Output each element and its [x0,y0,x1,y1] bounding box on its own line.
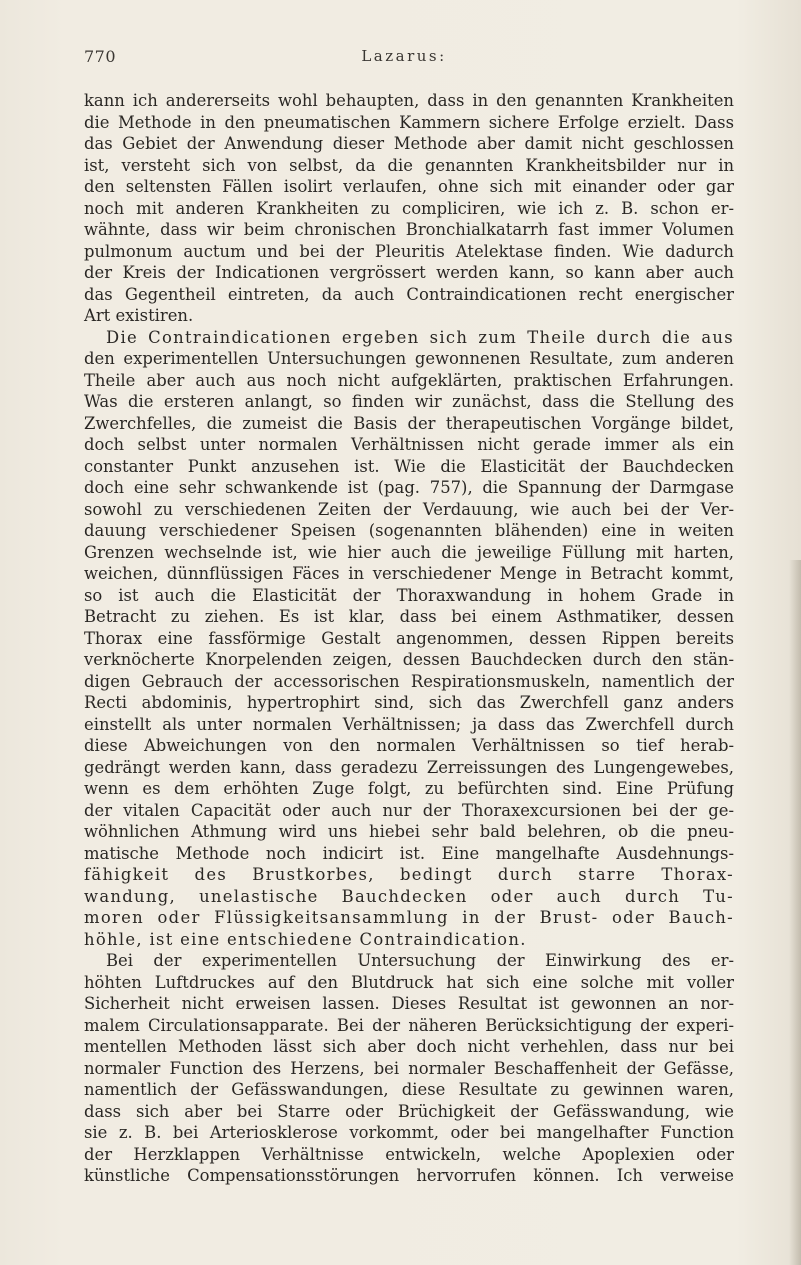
text-line: fähigkeit des Brustkorbes, bedingt durch starre Thorax- [84,865,734,884]
text-line: wenn es dem erhöhten Zuge folgt, zu befürchten sind. Eine Prüfung [84,779,734,798]
text-line: gedrängt werden kann, dass geradezu Zerreissungen des Lungengewebes, [84,757,734,777]
text-line: der Herzklappen Verhältnisse entwickeln, welche Apoplexien oder [84,1144,734,1164]
text-line [84,327,734,349]
text-line: dauung verschiedener Speisen (sogenannten blähenden) eine in weiten [84,521,734,540]
text-line: sie z. B. bei Arteriosklerose vorkommt, oder bei mangelhafter Function [84,1123,734,1142]
text-line: namentlich der Gefässwandungen, diese Resultate zu gewinnen waren, [84,1080,734,1099]
text-line: Was die ersteren anlangt, so finden wir zunächst, dass die Stellung des [84,392,734,411]
text-line: Zwerchfelles, die zumeist die Basis der therapeutischen Vorgänge bildet, [84,413,734,433]
text-line: weichen, dünnflüssigen Fäces in verschiedener Menge in Betracht kommt, [84,564,734,583]
emphasis: Die Contraindicationen ergeben sich zum Theile durch die aus [106,327,734,347]
page-header [84,47,724,69]
text-line: Bei der experimentellen Untersuchung der Einwirkung des er- [106,951,734,970]
text-line: diese Abweichungen von den normalen Verhältnissen so tief herab- [84,736,734,755]
text-line: Sicherheit nicht erweisen lassen. Dieses Resultat ist gewonnen an nor- [84,994,734,1013]
text-line: so ist auch die Elasticität der Thoraxwandung in hohem Grade in [84,585,734,605]
text-line: einstellt als unter normalen Verhältnissen; ja dass das Zwerchfell durch [84,714,734,734]
text-line: die Methode in den pneumatischen Kammern sichere Erfolge erzielt. Dass [84,112,734,132]
text-line: Thorax eine fassförmige Gestalt angenommen, dessen Rippen bereits [84,628,734,648]
text-line: den seltensten Fällen isolirt verlaufen, ohne sich mit einander oder gar [84,177,734,196]
text-line: matische Methode noch indicirt ist. Eine mangelhafte Ausdehnungs- [84,843,734,863]
text-line: doch selbst unter normalen Verhältnissen nicht gerade immer als ein [84,435,734,454]
text-line: kann ich andererseits wohl behaupten, dass in den genannten Krankheiten [84,91,734,110]
text-line: Recti abdominis, hypertrophirt sind, sich das Zwerchfell ganz anders [84,693,734,712]
text-line: Art existiren. [84,306,194,325]
text-line: wähnte, dass wir beim chronischen Bronchialkatarrh fast immer Volumen [84,220,734,239]
text-line: Betracht zu ziehen. Es ist klar, dass bei einem Asthmatiker, dessen [84,607,734,626]
text-line: sowohl zu verschiedenen Zeiten der Verdauung, wie auch bei der Ver- [84,499,734,519]
text-line: wöhnlichen Athmung wird uns hiebei sehr bald belehren, ob die pneu- [84,822,734,841]
text-line: das Gegentheil eintreten, da auch Contraindicationen recht energischer [84,284,734,304]
text-line: wandung, unelastische Bauchdecken oder auch durch Tu- [84,886,734,906]
text-line: doch eine sehr schwankende ist (pag. 757), die Spannung der Darmgase [84,478,734,497]
running-title: Lazarus: [361,47,447,65]
text-line: ist, versteht sich von selbst, da die genannten Krankheitsbilder nur in [84,155,734,175]
text-line: Theile aber auch aus noch nicht aufgeklärten, praktischen Erfahrungen. [84,370,734,390]
text-line: digen Gebrauch der accessorischen Respirationsmuskeln, namentlich der [84,671,734,691]
text-line: Grenzen wechselnde ist, wie hier auch die jeweilige Füllung mit harten, [84,542,734,562]
text-line: malem Circulationsapparate. Bei der näheren Berücksichtigung der experi- [84,1015,734,1035]
text-line: constanter Punkt anzusehen ist. Wie die Elasticität der Bauchdecken [84,456,734,476]
text-line: pulmonum auctum und bei der Pleuritis Atelektase finden. Wie dadurch [84,241,734,261]
text-line: der Kreis der Indicationen vergrössert werden kann, so kann aber auch [84,263,734,282]
text-line: noch mit anderen Krankheiten zu compliciren, wie ich z. B. schon er- [84,198,734,218]
text-line: mentellen Methoden lässt sich aber doch nicht verhehlen, dass nur bei [84,1037,734,1056]
text-line: höhten Luftdruckes auf den Blutdruck hat sich eine solche mit voller [84,972,734,992]
text-line: moren oder Flüssigkeitsansammlung in der Brust- oder Bauch- [84,908,734,927]
text-line: den experimentellen Untersuchungen gewonnenen Resultate, zum anderen [84,349,734,368]
text-line: normaler Function des Herzens, bei normaler Beschaffenheit der Gefässe, [84,1058,734,1078]
body-text [84,90,734,1187]
text-line: höhle, ist eine entschiedene Contraindication. [84,929,527,949]
text-line: der vitalen Capacität oder auch nur der Thoraxexcursionen bei der ge- [84,800,734,820]
text-line: das Gebiet der Anwendung dieser Methode aber damit nicht geschlossen [84,134,734,153]
page-number: 770 [84,47,117,66]
text-line: künstliche Compensationsstörungen hervorrufen können. Ich verweise [84,1166,734,1185]
page-edge-shadow [789,560,801,1265]
text-line: verknöcherte Knorpelenden zeigen, dessen Bauchdecken durch den stän- [84,650,734,669]
text-line: dass sich aber bei Starre oder Brüchigkeit der Gefässwandung, wie [84,1101,734,1121]
